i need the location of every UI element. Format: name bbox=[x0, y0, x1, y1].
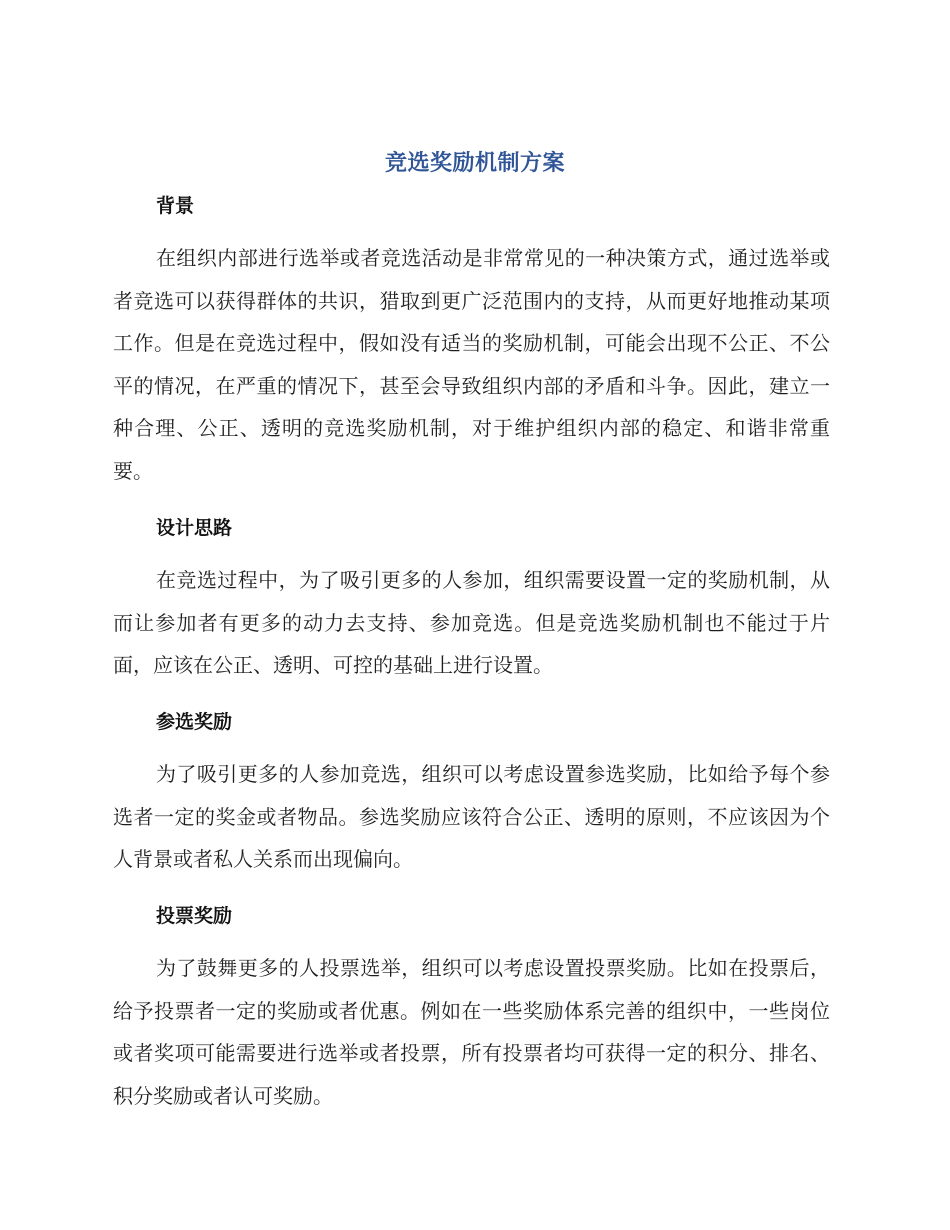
document-title: 竞选奖励机制方案 bbox=[384, 151, 565, 176]
section-design-approach bbox=[113, 514, 830, 687]
section-heading: 投票奖励 bbox=[156, 905, 233, 927]
section-heading: 设计思路 bbox=[156, 517, 233, 539]
section-background bbox=[113, 192, 830, 492]
section-heading: 参选奖励 bbox=[156, 711, 233, 733]
section-paragraph: 为了鼓舞更多的人投票选举，组织可以考虑设置投票奖励。比如在投票后，给予投票者一定的奖励或者优惠。例如在一些奖励体系完善的组织中，一些岗位或者奖项可能需要进行选举或者投票，所有投票者均可获得一定的积分、排名、积分奖励或者认可奖励。 bbox=[113, 956, 830, 1108]
section-paragraph: 为了吸引更多的人参加竞选，组织可以考虑设置参选奖励，比如给予每个参选者一定的奖金或者物品。参选奖励应该符合公正、透明的原则，不应该因为个人背景或者私人关系而出现偏向。 bbox=[113, 762, 830, 871]
section-paragraph: 在竞选过程中，为了吸引更多的人参加，组织需要设置一定的奖励机制，从而让参加者有更多的动力去支持、参加竞选。但是竞选奖励机制也不能过于片面，应该在公正、透明、可控的基础上进行设置。 bbox=[113, 568, 830, 677]
section-candidate-reward bbox=[113, 708, 830, 881]
section-heading: 背景 bbox=[156, 195, 195, 217]
section-paragraph: 在组织内部进行选举或者竞选活动是非常常见的一种决策方式，通过选举或者竞选可以获得群体的共识，猎取到更广泛范围内的支持，从而更好地推动某项工作。但是在竞选过程中，假如没有适当的奖励机制，可能会出现不公正、不公平的情况，在严重的情况下，甚至会导致组织内部的矛盾和斗争。因此，建立一种合理、公正、透明的竞选奖励机制，对于维护组织内部的稳定、和谐非常重要。 bbox=[113, 246, 830, 483]
section-voting-reward bbox=[113, 902, 830, 1117]
